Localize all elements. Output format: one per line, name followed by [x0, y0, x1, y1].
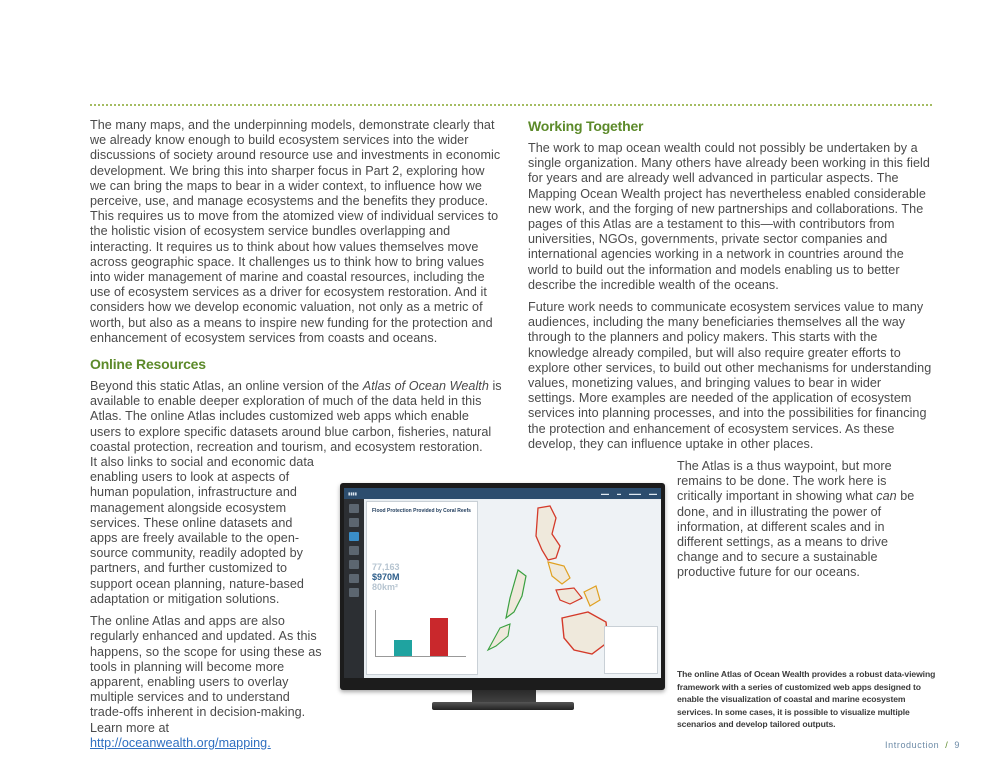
- waypoint-paragraph: The Atlas is a thus waypoint, but more remains to be done. The work here is critically important in showing what can be done, and in illustrating the power of information, at different scales and in different settings, as a means to drive change and to secure a sustainable productive future for our oceans.: [677, 459, 915, 580]
- app-data-panel: [366, 501, 478, 675]
- waypoint-block: [677, 459, 933, 581]
- working-together-heading: Working Together: [528, 118, 644, 134]
- online-resources-heading: Online Resources: [90, 356, 206, 373]
- working-together-paragraph-1: The work to map ocean wealth could not possibly be undertaken by a single organization. Many others have already been working in this field for years and are already well advanced in particular aspects. The Mapping Ocean Wealth project has nevertheless enabled considerable new work, and the forging of new partnerships and collaborations. The pages of this Atlas are a testament to this—with contributors from universities, NGOs, governments, private sector companies and international agencies working in a network in countries around the world to build out the information and models enabling us to better describe the incredible wealth of the oceans.: [528, 141, 930, 292]
- page-number: 9: [954, 740, 960, 750]
- app-bar-chart: [375, 610, 466, 657]
- online-resources-paragraph-continued: It also links to social and economic data enabling users to look at aspects of human population, infrastructure and management alongside ecosystem services. These online datasets and apps are freely available to the open-source community, readily adopted by partners, and further customized to support ocean planning, nature-based adaptation or mitigation solutions.: [90, 455, 314, 606]
- atlas-app-screenshot: [344, 488, 661, 678]
- page-footer: [885, 740, 960, 750]
- app-top-bar: [344, 488, 661, 499]
- working-together-paragraph-2: Future work needs to communicate ecosystem services value to many audiences, including the many beneficiaries themselves all the way through to the planners and policy makers. This starts with the knowledge already compiled, but will also require greater efforts to explore other services, to build out other mechanisms for understanding values, monetizing values, and bringing values to bear in wider settings. More examples are needed of the application of ecosystem services into planning processes, and into the possibilities for financing the protection and enhancement of ecosystem services. As these develop, they can influence uptake in other places.: [528, 300, 932, 451]
- map-legend: [604, 626, 658, 674]
- app-left-nav: [344, 499, 364, 678]
- app-bar-loss: [430, 618, 448, 656]
- app-stat-people: 77,163: [372, 562, 400, 572]
- footer-separator: /: [945, 740, 949, 750]
- monitor-image: [340, 483, 665, 690]
- section-divider: [90, 104, 932, 106]
- right-column: [528, 118, 932, 459]
- intro-paragraph: The many maps, and the underpinning models, demonstrate clearly that we already know enough to build ecosystem services into the wider discussions of society around resource use and investments in economic development. We bring this into sharper focus in Part 2, exploring how we can bring the maps to bear in a wider context, to influence how we perceive, use, and manage ecosystems and the benefits they produce. This requires us to move from the atomized view of individual services to the holistic vision of ecosystem service bundles overlapping and interacting. It requires us to think about how values themselves move across geographic space. It challenges us to think how to bring values into wider management of marine and coastal resources, including the use of ecosystem services as a driver for ecosystem restoration. And it considers how we develop economic valuation, not only as a metric of worth, but also as a means to inspire new funding for the protection and enhancement of ecosystem services from coasts and oceans.: [90, 118, 501, 345]
- app-stat-value: $970M: [372, 572, 400, 582]
- online-atlas-paragraph: The online Atlas and apps are also regularly enhanced and updated. As this happens, so the scope for using these as tools in planning will become more apparent, enabling users to overlay multiple services and to understand trade-offs inherent in decision-making. Learn more at http://oceanwealth.org/mapping.: [90, 614, 322, 750]
- oceanwealth-mapping-link[interactable]: http://oceanwealth.org/mapping.: [90, 735, 271, 750]
- footer-section-label: Introduction: [885, 740, 940, 750]
- online-resources-paragraph: Beyond this static Atlas, an online version of the Atlas of Ocean Wealth is available to enable deeper exploration of much of the data held in this Atlas. The online Atlas includes customized web apps which enable users to explore specific datasets around blue carbon, fisheries, natural coastal protection, recreation and tourism, and ecosystem restoration.: [90, 379, 502, 454]
- app-stat-area: 80km²: [372, 582, 399, 592]
- figure-caption: The online Atlas of Ocean Wealth provides a robust data-viewing framework with a series of customized web apps designed to enable the visualization of coastal and marine ecosystem services. In some cases, it is possible to visualize multiple scenarios and develop tailored outputs.: [677, 669, 936, 730]
- app-top-menu: ▬▬ ▬ ▬▬▬ ▬▬: [601, 491, 657, 496]
- app-brand: ▮▮▮▮: [348, 491, 357, 496]
- monitor-base: [432, 702, 574, 710]
- app-bar-current: [394, 640, 412, 656]
- app-panel-title: Flood Protection Provided by Coral Reefs: [372, 508, 471, 514]
